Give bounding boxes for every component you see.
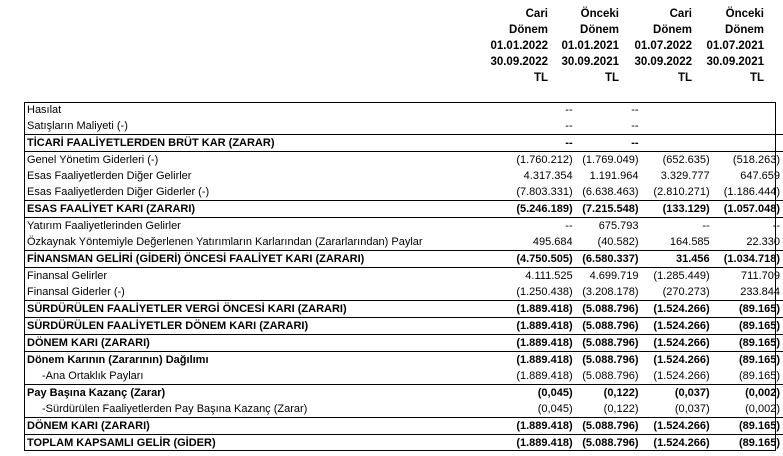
cell-value: -- (565, 104, 573, 116)
header-line: Dönem (653, 24, 692, 36)
table-row (24, 352, 783, 369)
cell-value: (5.088.796) (575, 301, 641, 318)
row-label: Dönem Karının (Zararının) Dağılımı (27, 354, 209, 366)
table-row (24, 218, 783, 235)
cell-value: (5.246.189) (482, 201, 575, 218)
header-line: Önceki (580, 8, 619, 20)
cell-value: (1.889.418) (516, 437, 573, 449)
cell-value: (89.165) (712, 318, 783, 335)
row-label: Satışların Maliyeti (-) (24, 118, 482, 135)
table-row (24, 318, 783, 335)
table-row (24, 284, 783, 301)
cell-value: (1.889.418) (482, 368, 575, 385)
row-label: Pay Başına Kazanç (Zarar) (27, 387, 166, 399)
cell-value: (0,002) (745, 387, 780, 399)
cell-value: (1.524.266) (641, 368, 712, 385)
header-line: Cari (669, 8, 692, 20)
cell-value: (0,122) (603, 387, 639, 399)
row-label: Finansal Gelirler (27, 270, 108, 282)
cell-value: 233.844 (712, 284, 783, 301)
table-row (24, 118, 783, 135)
row-label: -Sürdürülen Faaliyetlerden Pay Başına Kazanç (Zarar) (24, 401, 482, 418)
header-line: 30.09.2022 (634, 56, 692, 68)
header-line: Cari (525, 8, 548, 20)
header-line: TL (749, 72, 764, 84)
cell-value: (5.088.796) (575, 318, 641, 335)
cell-value: (1.524.266) (641, 418, 712, 435)
cell-value: (5.088.796) (575, 418, 641, 435)
cell-value: (133.129) (641, 201, 712, 218)
cell-value: -- (575, 135, 641, 152)
cell-value: -- (702, 220, 710, 232)
row-label: TOPLAM KAPSAMLI GELİR (GİDER) (27, 437, 216, 449)
cell-value: (1.524.266) (653, 437, 710, 449)
cell-value: (89.165) (712, 368, 783, 385)
cell-value: (1.889.418) (482, 418, 575, 435)
table-row (24, 335, 783, 352)
cell-value: -- (482, 118, 575, 135)
column-header-prior-9m (552, 6, 619, 92)
row-label: Esas Faaliyetlerden Diğer Giderler (-) (24, 184, 482, 201)
cell-value: (89.165) (712, 418, 783, 435)
table-row (24, 135, 783, 152)
table-row (24, 184, 783, 201)
cell-value: 3.329.777 (660, 170, 710, 182)
cell-value: 711.709 (741, 270, 780, 282)
header-line: 01.01.2021 (561, 40, 619, 52)
header-line: 30.09.2021 (706, 56, 764, 68)
row-label: DÖNEM KARI (ZARARI) (24, 418, 482, 435)
column-header-current-9m (472, 6, 548, 92)
cell-value: (89.165) (712, 301, 783, 318)
cell-value: (1.057.048) (712, 201, 783, 218)
header-line: TL (677, 72, 692, 84)
cell-value: (5.088.796) (582, 437, 639, 449)
cell-value: -- (631, 104, 639, 116)
header-line: 30.09.2021 (561, 56, 619, 68)
cell-value: (1.524.266) (653, 354, 710, 366)
cell-value: (0,037) (674, 387, 710, 399)
cell-value: 4.111.525 (525, 270, 573, 282)
cell-value: (5.088.796) (575, 335, 641, 352)
cell-value: (1.889.418) (516, 354, 573, 366)
cell-value: (5.088.796) (582, 354, 639, 366)
cell-value: (1.889.418) (482, 335, 575, 352)
row-label: -Ana Ortaklık Payları (24, 368, 482, 385)
cell-value: (5.088.796) (575, 368, 641, 385)
row-label: SÜRDÜRÜLEN FAALİYETLER VERGİ ÖNCESİ KARI (ZARARI) (24, 301, 482, 318)
cell-value (712, 135, 783, 152)
cell-value: -- (772, 220, 780, 232)
header-line: TL (604, 72, 619, 84)
cell-value: (7.215.548) (575, 201, 641, 218)
table-row (24, 168, 783, 184)
row-label: Genel Yönetim Giderleri (-) (27, 154, 159, 166)
cell-value: (89.165) (739, 354, 780, 366)
cell-value: (89.165) (712, 335, 783, 352)
cell-value: (1.769.049) (582, 154, 639, 166)
cell-value: (1.760.212) (516, 154, 573, 166)
cell-value: (3.208.178) (575, 284, 641, 301)
cell-value: 4.317.354 (523, 170, 573, 182)
column-header-current-q3 (624, 6, 692, 92)
header-line: 01.07.2021 (706, 40, 764, 52)
header-line: 01.01.2022 (490, 40, 548, 52)
cell-value (712, 102, 783, 118)
cell-value (712, 118, 783, 135)
table-row (24, 435, 783, 452)
cell-value: 164.585 (641, 234, 712, 251)
cell-value: (0,037) (641, 401, 712, 418)
row-label: Yatırım Faaliyetlerinden Gelirler (27, 220, 181, 232)
cell-value: (1.524.266) (641, 301, 712, 318)
header-line: Dönem (509, 24, 548, 36)
cell-value: (2.810.271) (641, 184, 712, 201)
cell-value (641, 118, 712, 135)
cell-value: (1.250.438) (482, 284, 575, 301)
row-label: Esas Faaliyetlerden Diğer Gelirler (27, 170, 192, 182)
cell-value (641, 102, 712, 118)
cell-value: (270.273) (641, 284, 712, 301)
cell-value: -- (565, 220, 573, 232)
table-row (24, 152, 783, 169)
cell-value: (1.186.444) (712, 184, 783, 201)
cell-value: (0,122) (575, 401, 641, 418)
table-row (24, 268, 783, 285)
statement-table (24, 102, 783, 451)
row-label: Özkaynak Yöntemiyle Değerlenen Yatırımların Karlarından (Zararlarından) Paylar (24, 234, 482, 251)
cell-value: 4.699.719 (589, 270, 639, 282)
cell-value: 1.191.964 (589, 170, 639, 182)
table-row (24, 201, 783, 218)
cell-value (641, 135, 712, 152)
table-row (24, 251, 783, 268)
row-label: Finansal Giderler (-) (24, 284, 482, 301)
cell-value: (0,045) (537, 387, 573, 399)
cell-value: (652.635) (662, 154, 710, 166)
cell-value: 31.456 (641, 251, 712, 268)
table-row (24, 301, 783, 318)
column-header-prior-q3 (696, 6, 764, 92)
cell-value: (7.803.331) (482, 184, 575, 201)
cell-value: (4.750.505) (482, 251, 575, 268)
row-label: SÜRDÜRÜLEN FAALİYETLER DÖNEM KARI (ZARARI) (24, 318, 482, 335)
cell-value: (6.638.463) (575, 184, 641, 201)
header-line: 30.09.2022 (490, 56, 548, 68)
table-row (24, 385, 783, 402)
header-line: TL (533, 72, 548, 84)
cell-value: (89.165) (739, 437, 780, 449)
cell-value: -- (482, 135, 575, 152)
cell-value: 647.659 (740, 170, 780, 182)
cell-value: (0,002) (712, 401, 783, 418)
row-label: DÖNEM KARI (ZARARI) (24, 335, 482, 352)
row-label: TİCARİ FAALİYETLERDEN BRÜT KAR (ZARAR) (24, 135, 482, 152)
row-label: ESAS FAALİYET KARI (ZARARI) (24, 201, 482, 218)
table-row (24, 368, 783, 385)
row-label: FİNANSMAN GELİRİ (GİDERİ) ÖNCESİ FAALİYET KARI (ZARARI) (24, 251, 482, 268)
header-line: 01.07.2022 (634, 40, 692, 52)
table-row (24, 401, 783, 418)
table-row (24, 102, 783, 118)
cell-value: 495.684 (482, 234, 575, 251)
cell-value: (1.034.718) (712, 251, 783, 268)
header-line: Dönem (725, 24, 764, 36)
cell-value: 675.793 (598, 220, 639, 232)
table-row (24, 234, 783, 251)
cell-value: (518.263) (732, 154, 780, 166)
cell-value: 22.330 (712, 234, 783, 251)
cell-value: (1.524.266) (641, 335, 712, 352)
cell-value: (6.580.337) (575, 251, 641, 268)
cell-value: -- (575, 118, 641, 135)
row-label: Hasılat (27, 104, 62, 116)
cell-value: (1.889.418) (482, 318, 575, 335)
cell-value: (0,045) (482, 401, 575, 418)
cell-value: (40.582) (575, 234, 641, 251)
table-row (24, 418, 783, 435)
cell-value: (1.285.449) (653, 270, 710, 282)
header-line: Önceki (725, 8, 764, 20)
cell-value: (1.524.266) (641, 318, 712, 335)
header-line: Dönem (580, 24, 619, 36)
cell-value: (1.889.418) (482, 301, 575, 318)
